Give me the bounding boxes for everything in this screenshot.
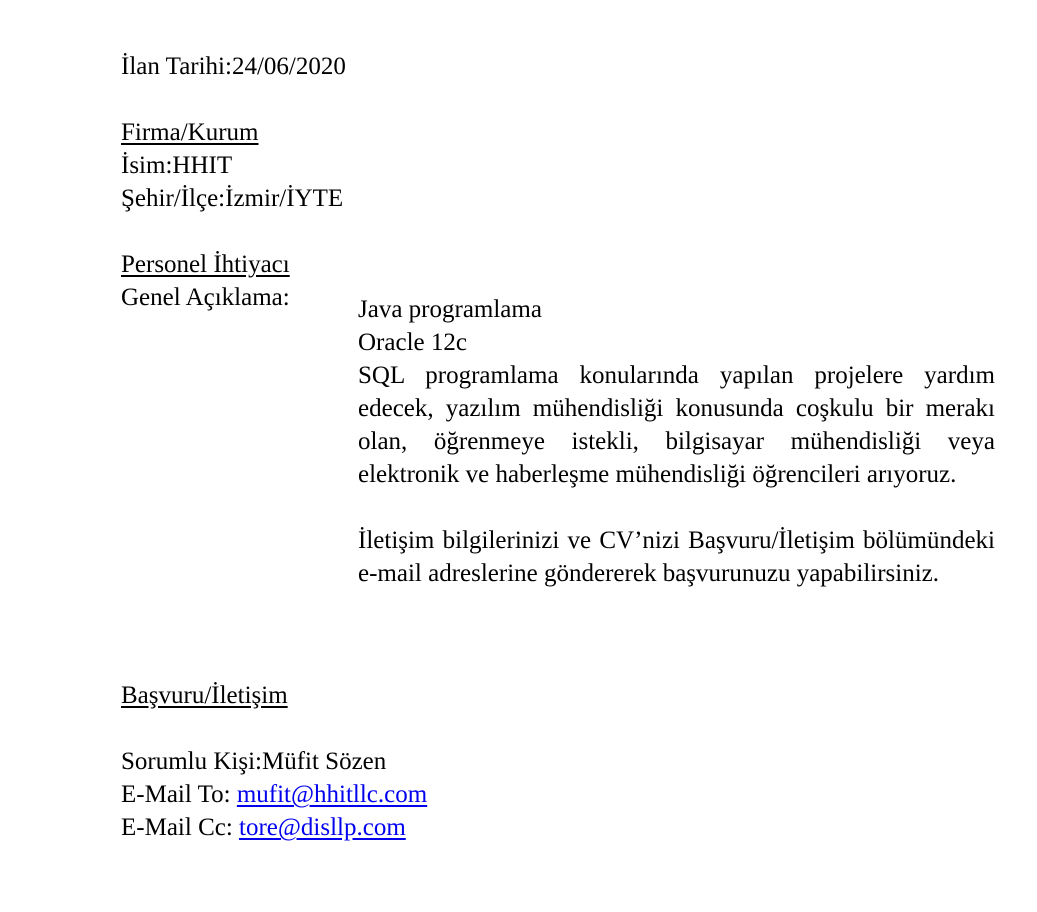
description-paragraph: SQL programlama konularında yapılan projelere yardım edecek, yazılım mühendisliği konusunda coşkulu bir merakı olan, öğrenmeye istekli, bilgisayar mühendisliği veya elektronik ve haberleşme mühendisliği öğrencileri arıyoruz. <box>358 362 995 488</box>
email-to-link[interactable]: mufit@hhitllc.com <box>236 781 428 808</box>
email-cc-row <box>121 811 406 844</box>
contact-heading: Başvuru/İletişim <box>121 682 288 709</box>
email-to-row <box>121 778 427 811</box>
email-to-label: E-Mail To: <box>121 781 237 808</box>
personnel-heading: Personel İhtiyacı <box>121 251 290 278</box>
listing-date: İlan Tarihi:24/06/2020 <box>121 53 346 80</box>
company-heading: Firma/Kurum <box>121 119 259 146</box>
description-line: Java programlama <box>358 296 542 323</box>
paragraph-gap <box>358 491 995 524</box>
email-cc-label: E-Mail Cc: <box>121 814 240 841</box>
description-body <box>358 293 995 590</box>
description-label: Genel Açıklama: <box>121 284 290 311</box>
company-name: İsim:HHIT <box>121 152 233 179</box>
apply-instructions: İletişim bilgilerinizi ve CV’nizi Başvuru/İletişim bölümündeki e-mail adreslerine göndererek başvurunuzu yapabilirsiniz. <box>358 527 995 587</box>
contact-person: Sorumlu Kişi:Müfit Sözen <box>121 748 387 775</box>
company-city: Şehir/İlçe:İzmir/İYTE <box>121 185 344 212</box>
description-line: Oracle 12c <box>358 329 467 356</box>
email-cc-link[interactable]: tore@disllp.com <box>239 814 406 841</box>
